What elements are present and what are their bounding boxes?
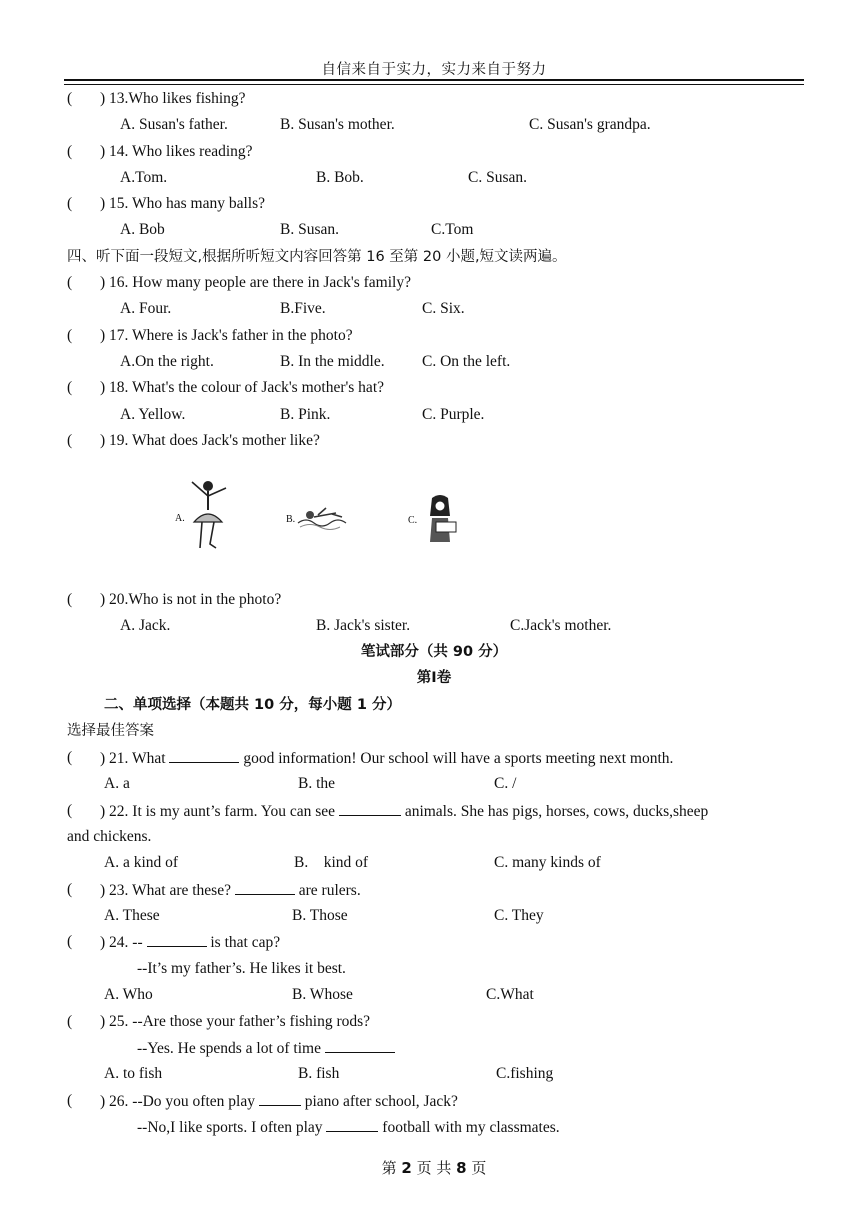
answer-paren: ( <box>67 379 73 396</box>
q21-stem <box>100 748 673 769</box>
q13-option-b: B. Susan's mother. <box>280 116 395 133</box>
q16-option-a: A. Four. <box>120 300 172 317</box>
q13-option-a: A. Susan's father. <box>120 116 228 133</box>
q24-reply: --It’s my father’s. He likes it best. <box>137 960 346 977</box>
q19-pic-label-a: A. <box>175 513 185 524</box>
q24-option-b: B. Whose <box>292 986 353 1003</box>
q23-stem <box>100 880 361 901</box>
answer-paren: ( <box>67 327 73 344</box>
q23-stem-post: are rulers. <box>298 882 361 899</box>
q15-option-b: B. Susan. <box>280 221 339 238</box>
header-rule-thick <box>64 79 804 81</box>
q19-stem: ) 19. What does Jack's mother like? <box>100 432 320 449</box>
q24-stem-pre: ) 24. -- <box>100 934 143 951</box>
q17-option-b: B. In the middle. <box>280 353 385 370</box>
instruction-text: 选择最佳答案 <box>67 723 154 739</box>
q23-blank <box>235 880 295 895</box>
answer-paren: ( <box>67 143 73 160</box>
q23-option-c: C. They <box>494 907 544 924</box>
q24-option-a: A. Who <box>104 986 153 1003</box>
header-rule-thin <box>64 84 804 85</box>
footer-mid: 页 共 <box>416 1159 452 1177</box>
footer-pre: 第 <box>381 1159 397 1177</box>
footer-total-pages: 8 <box>456 1159 467 1177</box>
q20-option-b: B. Jack's sister. <box>316 617 411 634</box>
q22-stem-continued: and chickens. <box>67 828 152 845</box>
q23-option-a: A. These <box>104 907 160 924</box>
girl-reading-icon <box>420 494 460 546</box>
q25-reply <box>137 1038 395 1059</box>
answer-paren: ( <box>67 1092 73 1109</box>
q14-option-b: B. Bob. <box>316 169 364 186</box>
q20-option-a: A. Jack. <box>120 617 171 634</box>
q26-blank-2 <box>326 1117 378 1132</box>
q23-stem-pre: ) 23. What are these? <box>100 882 231 899</box>
page-footer <box>0 1157 868 1178</box>
q25-reply-text: --Yes. He spends a lot of time <box>137 1040 321 1057</box>
q24-option-c: C.What <box>486 986 534 1003</box>
footer-post: 页 <box>471 1159 487 1177</box>
q14-option-c: C. Susan. <box>468 169 527 186</box>
q16-option-c: C. Six. <box>422 300 465 317</box>
q25-option-c: C.fishing <box>496 1065 554 1082</box>
ballet-dancer-icon <box>184 478 232 556</box>
q13-stem: ) 13.Who likes fishing? <box>100 90 246 107</box>
q24-stem-post: is that cap? <box>210 934 281 951</box>
answer-paren: ( <box>67 90 73 107</box>
q26-stem-pre: ) 26. --Do you often play <box>100 1093 255 1110</box>
q22-option-b: B. kind of <box>294 854 369 871</box>
q18-option-a: A. Yellow. <box>120 406 186 423</box>
q18-option-b: B. Pink. <box>280 406 331 423</box>
q21-option-c: C. / <box>494 775 517 792</box>
page-header-motto: 自信来自于实力，实力来自于努力 <box>321 62 547 78</box>
q20-option-c: C.Jack's mother. <box>510 617 612 634</box>
q22-option-c: C. many kinds of <box>494 854 601 871</box>
q26-stem-post: piano after school, Jack? <box>304 1093 458 1110</box>
q18-stem: ) 18. What's the colour of Jack's mother's hat? <box>100 379 385 396</box>
q21-option-b: B. the <box>298 775 336 792</box>
q24-stem <box>100 932 280 953</box>
q13-option-c: C. Susan's grandpa. <box>529 116 651 133</box>
q19-pic-label-c: C. <box>408 515 418 526</box>
q22-stem <box>100 801 708 822</box>
q14-option-a: A.Tom. <box>120 169 168 186</box>
q16-stem: ) 16. How many people are there in Jack's family? <box>100 274 411 291</box>
q21-option-a: A. a <box>104 775 130 792</box>
q25-stem: ) 25. --Are those your father’s fishing rods? <box>100 1013 371 1030</box>
q15-option-a: A. Bob <box>120 221 165 238</box>
answer-paren: ( <box>67 432 73 449</box>
q19-pic-label-b: B. <box>286 514 296 525</box>
q17-option-a: A.On the right. <box>120 353 214 370</box>
q26-reply-pre: --No,I like sports. I often play <box>137 1119 323 1136</box>
q14-stem: ) 14. Who likes reading? <box>100 143 253 160</box>
q26-reply <box>137 1117 560 1138</box>
answer-paren: ( <box>67 274 73 291</box>
q22-stem-pre: ) 22. It is my aunt’s farm. You can see <box>100 803 336 820</box>
q26-stem <box>100 1091 458 1112</box>
answer-paren: ( <box>67 802 73 819</box>
q22-stem-post: animals. She has pigs, horses, cows, ducks,sheep <box>404 803 709 820</box>
swimmer-icon <box>296 505 348 531</box>
q23-option-b: B. Those <box>292 907 348 924</box>
answer-paren: ( <box>67 749 73 766</box>
q24-blank <box>147 932 207 947</box>
q20-stem: ) 20.Who is not in the photo? <box>100 591 282 608</box>
volume-title: 第Ⅰ卷 <box>416 670 452 686</box>
q22-option-a: A. a kind of <box>104 854 179 871</box>
section-4-heading: 四、听下面一段短文,根据所听短文内容回答第 16 至第 20 小题,短文读两遍。 <box>67 249 567 265</box>
answer-paren: ( <box>67 1013 73 1030</box>
q18-option-c: C. Purple. <box>422 406 485 423</box>
q21-blank <box>169 748 239 763</box>
q17-option-c: C. On the left. <box>422 353 511 370</box>
section-2-heading: 二、单项选择（本题共 10 分，每小题 1 分） <box>104 697 401 713</box>
q15-option-c: C.Tom <box>431 221 474 238</box>
footer-page-number: 2 <box>401 1159 412 1177</box>
answer-paren: ( <box>67 933 73 950</box>
q25-option-a: A. to fish <box>104 1065 163 1082</box>
answer-paren: ( <box>67 881 73 898</box>
written-part-title: 笔试部分（共 90 分） <box>360 644 508 660</box>
q26-blank-1 <box>259 1091 301 1106</box>
q26-reply-post: football with my classmates. <box>382 1119 560 1136</box>
q17-stem: ) 17. Where is Jack's father in the photo? <box>100 327 353 344</box>
q21-stem-post: good information! Our school will have a sports meeting next month. <box>243 750 674 767</box>
q15-stem: ) 15. Who has many balls? <box>100 195 266 212</box>
q25-option-b: B. fish <box>298 1065 340 1082</box>
answer-paren: ( <box>67 591 73 608</box>
q21-stem-pre: ) 21. What <box>100 750 166 767</box>
q25-blank <box>325 1038 395 1053</box>
answer-paren: ( <box>67 195 73 212</box>
q16-option-b: B.Five. <box>280 300 326 317</box>
q22-blank <box>339 801 401 816</box>
